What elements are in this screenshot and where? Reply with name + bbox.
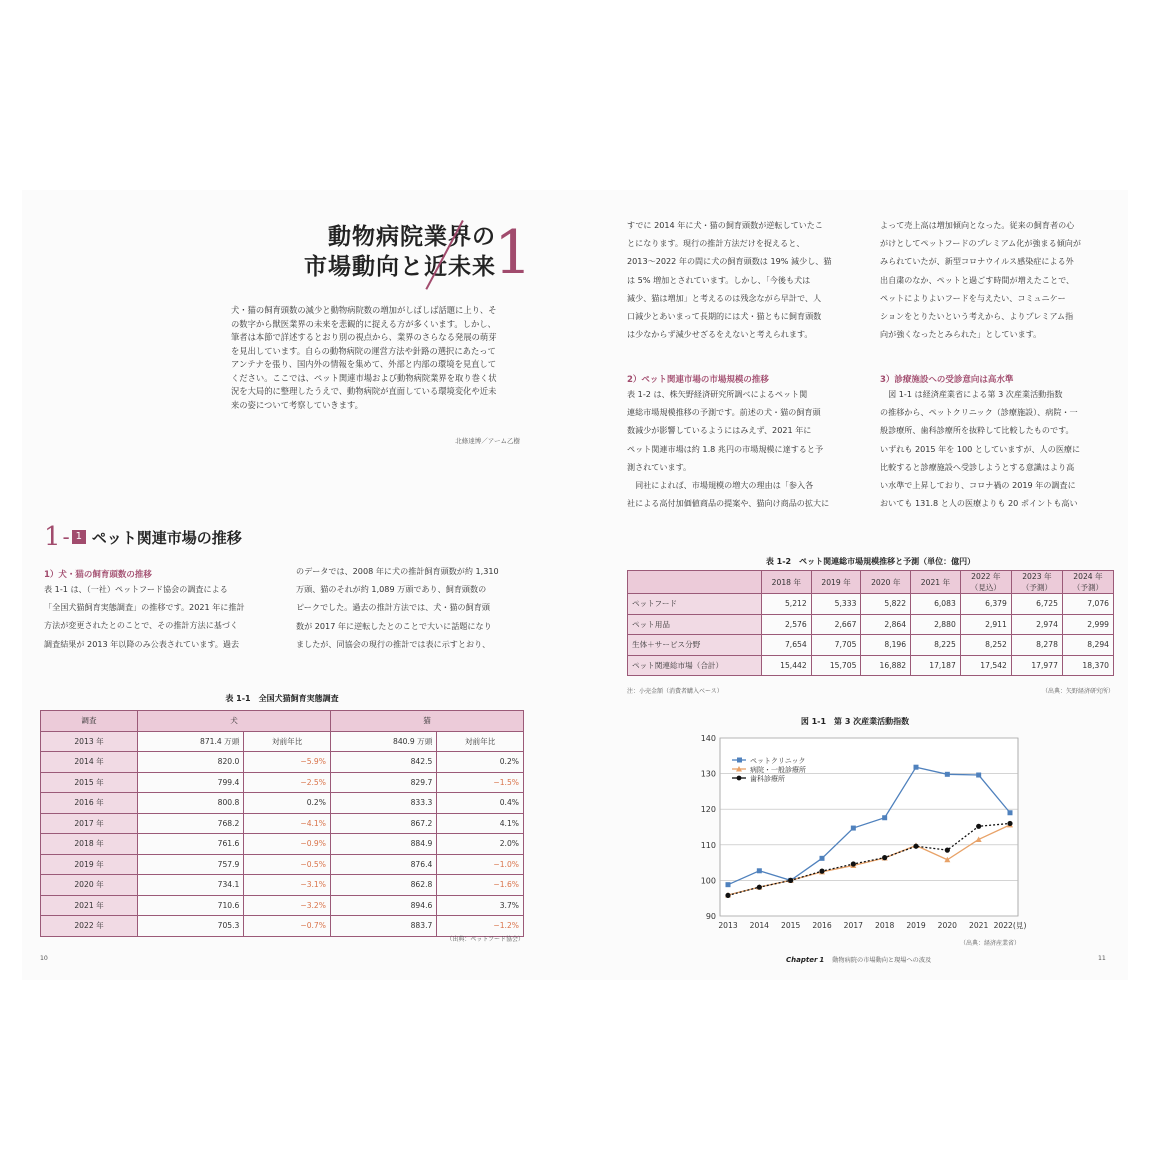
chart-x-tick-label: 2020 [937,921,957,930]
subheading-1: 1）犬・猫の飼育頭数の推移 [44,570,152,580]
table2-cell: 17,542 [960,655,1011,676]
table2-header [1011,571,1062,594]
body3-line: 2013～2022 年の間に犬の飼育頭数は 19% 減少し、猫 [627,256,832,267]
table1-cell: 0.2% [244,793,331,814]
body5-line: ペット関連市場は約 1.8 兆円の市場規模に達すると予 [627,443,824,454]
table2-cell: 8,294 [1062,635,1113,656]
table2-cell: 6,725 [1011,594,1062,615]
table2-cell: ペット用品 [628,614,762,635]
chart-y-tick-label: 110 [700,840,716,850]
table1-row [41,854,524,875]
table2-cell: 6,083 [911,594,961,615]
table1-cell: 2016 年 [41,793,138,814]
chart-point [757,885,762,890]
chart-source: （出典：経済産業省） [959,940,1020,947]
body2-line: のデータでは、2008 年に犬の推計飼育頭数が約 1,310 [296,566,499,576]
table1-row [41,752,524,773]
table2-cell: 6,379 [960,594,1011,615]
body4-line: 向が強くなったとみられた」としています。 [880,329,1042,340]
chart-point [851,861,856,866]
body1-line: 方法が変更されたとのことで、その推計方法に基づく [44,620,239,631]
table1-row [41,813,524,834]
table2-cell: 生体＋サービス分野 [628,635,762,656]
table2-cell: 15,442 [762,655,812,676]
table2-header-text: 2020 年 [871,577,901,587]
body5-line: 社による高付加価値商品の提案や、猫向け商品の拡大に [627,498,830,509]
page-number-right: 11 [1098,955,1106,962]
table2-cell: 2,864 [861,614,911,635]
body3-line: 口減少とあいまって長期的には犬・猫ともに飼育頭数 [627,311,822,322]
table2-header-text: （予測） [1072,583,1104,592]
table1-header-year: 調査 [41,711,138,732]
table1-cell: −3.1% [244,875,331,896]
table1-cell: −0.9% [244,834,331,855]
body2-line: 数が 2017 年に逆転したとのことで大いに話題になり [296,620,492,631]
table1-cell: −1.6% [437,875,524,896]
chart-y-tick-label: 120 [700,805,716,815]
table1-cell: 4.1% [437,813,524,834]
section-dash: - [62,525,70,549]
table1-cell: 842.5 [330,752,436,773]
chart-x-tick-label: 2021 [969,921,989,930]
table2-header [861,571,911,594]
table1-cell: 734.1 [138,875,244,896]
body5-line: 数減少が影響しているようにはみえず、2021 年に [627,425,812,436]
table2-header-text: （予測） [1021,583,1053,592]
table1-row [41,875,524,896]
table2-cell: 2,911 [960,614,1011,635]
lead-line: 況を大局的に整理したうえで、動物病院が直面している環境変化や近未 [231,386,497,396]
chart-point [1007,821,1012,826]
table1-cell: 761.6 [138,834,244,855]
table1-cell: −0.7% [244,916,331,937]
body4-line: よって売上高は増加傾向となった。従来の飼育者の心 [880,220,1075,230]
table1-cell: 862.8 [330,875,436,896]
table1-source: （出典：ペットフード協会） [446,936,524,943]
chapter-label: Chapter [786,956,818,964]
body-text-4 [880,216,1116,343]
author-credit: 北條達博／アーム乙樹 [455,437,520,445]
table2-header [1062,571,1113,594]
table2-header-text: 2024 年 [1073,572,1103,581]
table2-cell: 18,370 [1062,655,1113,676]
table2-header [762,571,812,594]
table1-cell: 867.2 [330,813,436,834]
body2-line: 万頭、猫のそれが約 1,089 万頭であり、飼育頭数の [296,584,487,595]
table2-cell: 2,974 [1011,614,1062,635]
table2-cell: 5,212 [762,594,812,615]
table2-cell: 7,654 [762,635,812,656]
body4-line: ションをとりたいという考えから、よりプレミアム指 [880,311,1074,322]
table1-cell: 2.0% [437,834,524,855]
body1-line: 「全国犬猫飼育実態調査」の推移です。2021 年に推計 [44,602,245,613]
table1-row [41,895,524,916]
table2-cell: 5,822 [861,594,911,615]
table1-row [41,772,524,793]
table2-cell: 17,977 [1011,655,1062,676]
page-number-left: 10 [40,955,48,962]
table1-cell: 2015 年 [41,772,138,793]
table2-cell: 2,576 [762,614,812,635]
table1-header-cat: 猫 [330,711,523,732]
body-text-1 [44,580,272,653]
chart-legend-label: 歯科診療所 [750,775,785,783]
body4-line: みられていたが、新型コロナウイルス感染症による外 [880,256,1074,267]
table2-header-text: 2023 年 [1022,572,1052,581]
table2-header [911,571,961,594]
table1-row [41,916,524,937]
table1-header-dog: 犬 [138,711,331,732]
table2-cell: ペット関連総市場（合計） [628,655,762,676]
lead-line: アンテナを張り、国内外の情報を集めて、外部と内部の環境を見直して [231,359,497,369]
table1-cell: 710.6 [138,895,244,916]
body-text-3 [627,216,863,343]
table1-cell: −1.0% [437,854,524,875]
table2-header [811,571,861,594]
chart-point [976,773,981,778]
body3-line: は 5% 増加とされています。しかし、「今後も犬は [627,274,811,285]
table2-note: 注：小売金額（消費者購入ベース） [627,688,723,695]
body6-line: 図 1-1 は経済産業省による第 3 次産業活動指数 [880,389,1063,399]
table1-cell: 対前年比 [244,731,331,752]
chart-legend-marker [737,776,742,781]
table1-cell: 2018 年 [41,834,138,855]
table2-caption: 表 1-2 ペット関連総市場規模推移と予測（単位：億円） [765,557,976,566]
table1-cell: 3.7% [437,895,524,916]
chart-legend-marker [737,758,742,763]
section-number: 1 [44,522,61,552]
chart-point [788,878,793,883]
chart-point [913,844,918,849]
table1-cell: −1.2% [437,916,524,937]
table2-header-text: 2019 年 [821,577,851,587]
table1-row [41,834,524,855]
table1-cell: 768.2 [138,813,244,834]
table1-cell: −0.5% [244,854,331,875]
chart-point [726,882,731,887]
body1-line: 表 1-1 は、（一社）ペットフード協会の調査による [44,584,228,594]
table1-cell: 705.3 [138,916,244,937]
table1-cell: 894.6 [330,895,436,916]
table1-cell: 対前年比 [437,731,524,752]
table2-row [628,635,1114,656]
title-line-2: 市場動向と近未来 [304,253,496,280]
table2-cell: 2,667 [811,614,861,635]
body6-line: 比較すると診療施設へ受診しようとする意識はより高 [880,461,1075,472]
table1-cell: 0.2% [437,752,524,773]
table2-cell: 7,705 [811,635,861,656]
body-text-5 [627,385,863,512]
body4-line: 出自粛のなか、ペットと過ごす時間が増えたことで、 [880,274,1075,285]
chart-legend-label: ペットクリニック [750,757,806,765]
table1-cell: 2013 年 [41,731,138,752]
table2-row [628,614,1114,635]
chart-legend-label: 病院・一般診療所 [750,766,806,774]
table1-cell: −2.5% [244,772,331,793]
table2-cell: ペットフード [628,594,762,615]
table1-cell: 2019 年 [41,854,138,875]
table2 [627,570,1114,676]
table2-cell: 8,225 [911,635,961,656]
chart-x-tick-label: 2015 [781,921,801,930]
table1-row [41,731,524,752]
chart-y-tick-label: 140 [700,734,716,743]
chapter-number: 1 [819,956,825,964]
lead-line: の数字から獣医業界の未来を悲観的に捉える方が多くいます。しかし、 [231,318,496,329]
chart-point [819,869,824,874]
table2-cell: 16,882 [861,655,911,676]
table2-header-text: 2022 年 [971,572,1001,581]
table2-row [628,594,1114,615]
body3-line: とになります。現行の推計方法だけを捉えると、 [627,238,805,249]
table1-cell: −3.2% [244,895,331,916]
table1-cell: 2020 年 [41,875,138,896]
table1-cell: 2021 年 [41,895,138,916]
chart-point [1008,810,1013,815]
body5-line: 連総市場規模推移の予測です。前述の犬・猫の飼育頭 [627,407,821,418]
chart-point [882,855,887,860]
chart-y-tick-label: 130 [700,769,716,779]
table1-cell: 2014 年 [41,752,138,773]
table2-row [628,655,1114,676]
table1-cell: 829.7 [330,772,436,793]
body3-line: は少なからず減少せざるをえないと考えられます。 [627,329,813,340]
table1-cell: 833.3 [330,793,436,814]
body5-line: 測されています。 [627,461,692,472]
chart-x-tick-label: 2014 [749,921,769,930]
table2-cell: 7,076 [1062,594,1113,615]
table1-cell: 757.9 [138,854,244,875]
table2-cell: 2,880 [911,614,961,635]
body2-line: ましたが、同協会の現行の推計では表に示すとおり、 [296,638,491,649]
body6-line: 般診療所、歯科診療所を抜粋して比較したものです。 [880,425,1074,436]
table1-cell: 876.4 [330,854,436,875]
body3-line: すでに 2014 年に犬・猫の飼育頭数が逆転していたこ [627,220,823,230]
chart-point [914,765,919,770]
title-line-1: 動物病院業界の [328,223,496,250]
subheading-2: 2）ペット関連市場の市場規模の推移 [627,375,769,385]
lead-paragraph [231,304,523,412]
chart-point [820,856,825,861]
table1-cell: 799.4 [138,772,244,793]
chart-x-tick-label: 2022(見) [993,921,1027,930]
section-badge: 1 [72,530,86,544]
body2-line: ピークでした。過去の推計方法では、犬・猫の飼育頭 [296,602,490,613]
table2-header-blank [628,571,762,594]
table1-cell: 883.7 [330,916,436,937]
body4-line: ペットによりよいフードを与えたい、コミュニケー [880,292,1066,303]
body4-line: がけとしてペットフードのプレミアム化が強まる傾向が [880,238,1081,249]
body1-line: 調査結果が 2013 年以降のみ公表されています。過去 [44,638,240,649]
table1-cell: 871.4 万頭 [138,731,244,752]
table2-cell: 15,705 [811,655,861,676]
table1-cell: −1.5% [437,772,524,793]
table1-cell: 800.8 [138,793,244,814]
figure-1-1-chart [690,732,1030,942]
table2-header-text: （見込） [970,583,1002,592]
table1 [40,710,524,937]
chapter-footer [786,955,931,964]
table1-caption: 表 1-1 全国犬猫飼育実態調査 [225,694,339,703]
table2-source: （出典：矢野経済研究所） [1041,688,1114,695]
chart-y-tick-label: 100 [700,876,716,886]
chart-point [945,848,950,853]
body5-line: 同社によれば、市場規模の増大の理由は「参入各 [627,480,814,491]
table2-cell: 8,196 [861,635,911,656]
lead-line: を見出しています。自らの動物病院の運営方法や針路の選択にあたって [231,345,496,356]
chart-point [976,824,981,829]
chart-x-tick-label: 2019 [906,921,926,930]
table2-header-text: 2018 年 [771,577,802,587]
table2-cell: 2,999 [1062,614,1113,635]
table1-cell: 2022 年 [41,916,138,937]
lead-line: 筆者は本節で詳述するとおり別の視点から、業界のさらなる発展の萌芽 [231,332,497,342]
chart-point [851,826,856,831]
table2-cell: 8,278 [1011,635,1062,656]
body6-line: の推移から、ペットクリニック（診療施設）、病院・一 [880,407,1078,418]
section-heading [44,522,242,552]
chart-x-tick-label: 2016 [812,921,832,930]
title-number: 1 [494,218,533,288]
chart-point [945,772,950,777]
table1-cell: 840.9 万頭 [330,731,436,752]
body-text-2 [296,562,524,653]
table2-cell: 5,333 [811,594,861,615]
body6-line: い水準で上昇しており、コロナ禍の 2019 年の調査に [880,480,1076,491]
table1-cell: 2017 年 [41,813,138,834]
body3-line: 減少、猫は増加」と考えるのは残念ながら早計で、人 [627,292,822,303]
chart-point [882,815,887,820]
chart-title: 図 1-1 第 3 次産業活動指数 [800,717,910,726]
lead-line: ください。ここでは、ペット関連市場および動物病院業界を取り巻く状 [231,372,497,383]
chapter-title: 動物病院の市場動向と現場への波及 [832,957,932,964]
chart-x-tick-label: 2013 [718,921,738,930]
table1-cell: 0.4% [437,793,524,814]
lead-line: 犬・猫の飼育頭数の減少と動物病院数の増加がしばしば話題に上り、そ [231,305,497,315]
table1-cell: −4.1% [244,813,331,834]
table2-header-text: 2021 年 [920,577,951,587]
lead-line: 来の姿について考察していきます。 [231,399,363,410]
body6-line: いずれも 2015 年を 100 としていますが、人の医療に [880,443,1081,454]
chart-x-tick-label: 2018 [875,921,895,930]
table1-cell: 820.0 [138,752,244,773]
section-title: ペット関連市場の推移 [91,528,242,547]
body6-line: おいても 131.8 と人の医療よりも 20 ポイントも高い [880,498,1078,509]
table1-row [41,793,524,814]
chart-point [757,868,762,873]
chart-point [725,893,730,898]
body-text-6 [880,385,1116,512]
table1-cell: 884.9 [330,834,436,855]
table1-cell: −5.9% [244,752,331,773]
table2-cell: 8,252 [960,635,1011,656]
chart-x-tick-label: 2017 [843,921,863,930]
chart-y-tick-label: 90 [705,912,716,921]
subheading-3: 3）診療施設への受診意向は高水準 [880,375,1014,385]
body5-line: 表 1-2 は、株矢野経済研究所調べによるペット関 [627,389,808,399]
table2-header [960,571,1011,594]
table2-cell: 17,187 [911,655,961,676]
